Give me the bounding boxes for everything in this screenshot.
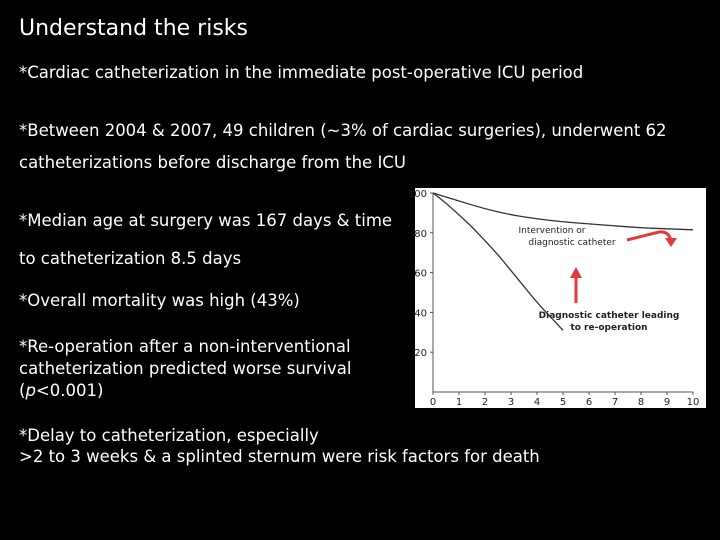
bullet-delay-line-2: >2 to 3 weeks & a splinted sternum were risk factors for death [19,447,540,466]
bullet-median-age-line-2: to catheterization 8.5 days [19,249,242,268]
slide-title: Understand the risks [19,16,248,41]
bullet-reoperation-line-3 [19,380,103,402]
x-tick-label: 0 [429,397,437,408]
annotation-lower-line-2: to re-operation [570,323,648,333]
y-tick-label: 80 [414,228,427,240]
x-tick-label: 10 [686,397,700,408]
p-value-label: p [25,381,36,400]
bullet-reoperation-line-2: catheterization predicted worse survival [19,359,352,378]
annotation-upper-line-2: diagnostic catheter [528,238,616,248]
bullet-cath-period: *Cardiac catheterization in the immediate post-operative ICU period [19,63,584,82]
y-tick-label: 40 [414,308,427,320]
bullet-stats-line-1: *Between 2004 & 2007, 49 children (~3% of cardiac surgeries), underwent 62 [19,121,667,140]
y-tick-label: 100 [407,189,427,200]
x-tick-label: 1 [455,397,463,408]
bullet-delay-line-1: *Delay to catheterization, especially [19,426,319,445]
survival-chart [388,188,708,410]
y-tick-label: 60 [414,268,427,280]
x-tick-label: 4 [533,397,541,408]
paren-open: ( [19,381,26,400]
bullet-mortality: *Overall mortality was high (43%) [19,291,300,310]
x-tick-label: 6 [585,397,593,408]
x-tick-label: 5 [559,397,567,408]
x-tick-label: 2 [481,397,489,408]
bullet-stats-line-2: catheterizations before discharge from the ICU [19,153,406,172]
x-tick-label: 3 [507,397,515,408]
x-tick-label: 7 [611,397,619,408]
annotation-upper-line-1: Intervention or [518,226,586,236]
p-value: <0.001) [35,381,104,400]
y-tick-label: 20 [414,348,427,360]
x-tick-label: 9 [663,397,671,408]
x-tick-label: 8 [637,397,645,408]
annotation-lower-line-1: Diagnostic catheter leading [538,311,680,321]
bullet-reoperation-line-1: *Re-operation after a non-interventional [19,337,351,356]
bullet-median-age-line-1: *Median age at surgery was 167 days & time [19,211,393,230]
